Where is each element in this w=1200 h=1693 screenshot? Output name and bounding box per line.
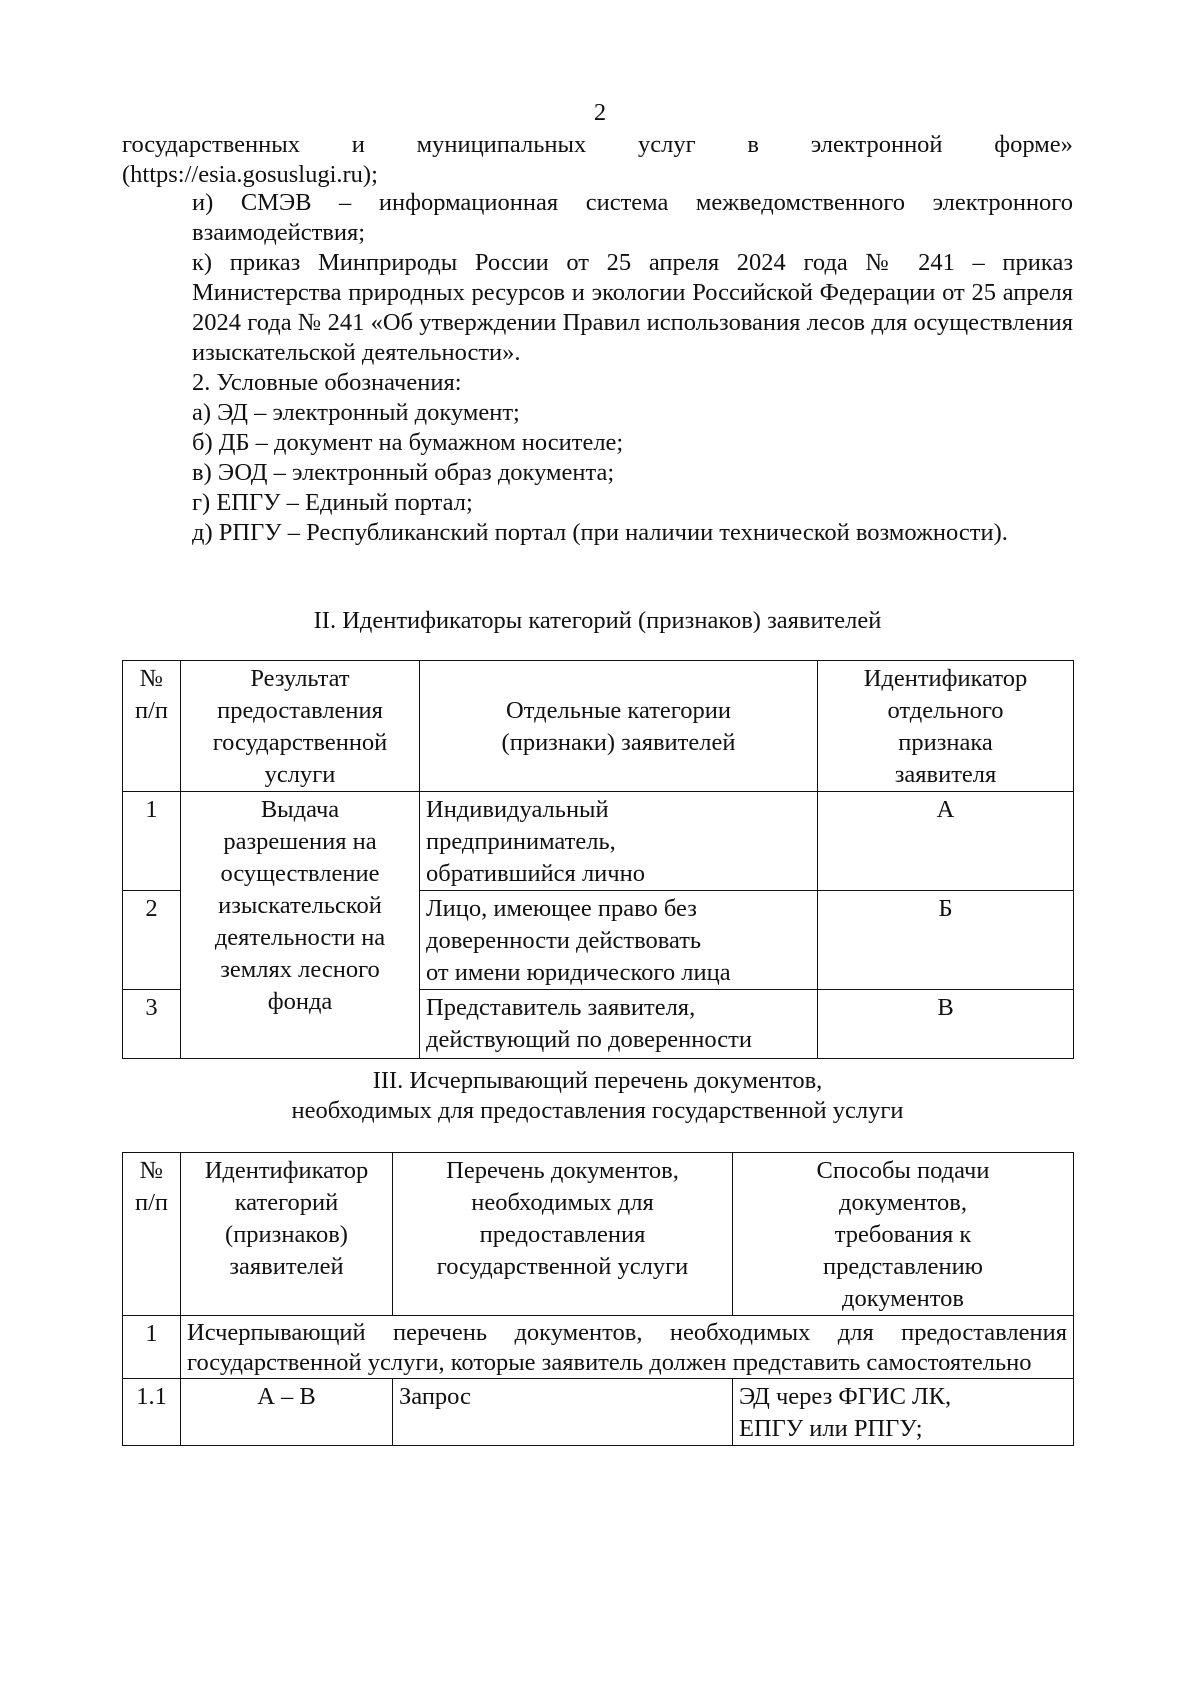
row-number: 1 <box>123 792 181 891</box>
header-cell: Идентификатор категорий (признаков) заявителей <box>181 1153 393 1316</box>
row-number: 2 <box>123 891 181 990</box>
section-iii-title-line-1: III. Исчерпывающий перечень документов, <box>372 1067 823 1094</box>
intro-word: муниципальных <box>416 131 587 158</box>
abbr-a: а) ЭД – электронный документ; <box>192 399 520 426</box>
submission-method: ЭД через ФГИС ЛК, ЕПГУ или РПГУ; <box>733 1379 1074 1446</box>
header-cell: № п/п <box>123 661 181 792</box>
intro-word: форме» <box>994 131 1073 158</box>
category-id: Б <box>818 891 1074 990</box>
item-i: и) СМЭВ – информационная система межведомственного электронного взаимодействия; <box>192 189 1073 246</box>
table-row <box>123 792 1074 891</box>
categories-table <box>122 660 1074 1059</box>
table-row <box>123 1379 1074 1446</box>
section-iii-title-line-2: необходимых для предоставления государственной услуги <box>291 1097 904 1124</box>
intro-word: электронной <box>810 131 943 158</box>
row-number: 3 <box>123 990 181 1059</box>
abbr-v: в) ЭОД – электронный образ документа; <box>192 459 615 486</box>
category-text: Представитель заявителя, действующий по доверенности <box>420 990 818 1059</box>
intro-line-1 <box>122 130 1073 160</box>
header-cell: Идентификатор отдельного признака заявителя <box>818 661 1074 792</box>
table-header-row <box>123 661 1074 792</box>
header-cell: № п/п <box>123 1153 181 1316</box>
intro-word: и <box>351 131 365 158</box>
intro-word: услуг <box>637 131 696 158</box>
item-k: к) приказ Минприроды России от 25 апреля 2024 года № 241 – приказ Министерства природных ресурсов и экологии Российской Федерации от 25 апреля 2024 года № 241 «Об утверждении Правил использования лесов для осуществления изыскательской деятельности». <box>192 249 1073 366</box>
abbr-b: б) ДБ – документ на бумажном носителе; <box>192 429 624 456</box>
category-id: А <box>818 792 1074 891</box>
documents-table <box>122 1152 1074 1446</box>
section-row-text: Исчерпывающий перечень документов, необходимых для предоставления государственной услуги, которые заявитель должен представить самостоятельно <box>181 1316 1074 1379</box>
header-cell: Отдельные категории (признаки) заявителей <box>420 661 818 792</box>
category-text: Индивидуальный предприниматель, обратившийся лично <box>420 792 818 891</box>
document-name: Запрос <box>393 1379 733 1446</box>
header-cell: Способы подачи документов, требования к представлению документов <box>733 1153 1074 1316</box>
page-number: 2 <box>593 99 607 126</box>
service-result: Выдача разрешения на осуществление изыскательской деятельности на землях лесного фонда <box>181 792 420 1059</box>
category-id: В <box>818 990 1074 1059</box>
table-header-row <box>123 1153 1074 1316</box>
row-number: 1 <box>123 1316 181 1379</box>
intro-word: государственных <box>122 131 300 158</box>
header-cell: Результат предоставления государственной услуги <box>181 661 420 792</box>
intro-word: в <box>747 131 759 158</box>
section-2-title: 2. Условные обозначения: <box>192 369 462 396</box>
section-ii-title: II. Идентификаторы категорий (признаков) заявителей <box>313 607 882 634</box>
abbr-d: д) РПГУ – Республиканский портал (при наличии технической возможности). <box>192 519 1008 546</box>
header-cell: Перечень документов, необходимых для предоставления государственной услуги <box>393 1153 733 1316</box>
table-row <box>123 1316 1074 1379</box>
category-ids: А – В <box>181 1379 393 1446</box>
intro-line-2: (https://esia.gosuslugi.ru); <box>122 161 378 188</box>
category-text: Лицо, имеющее право без доверенности действовать от имени юридического лица <box>420 891 818 990</box>
row-number: 1.1 <box>123 1379 181 1446</box>
abbr-g: г) ЕПГУ – Единый портал; <box>192 489 473 516</box>
